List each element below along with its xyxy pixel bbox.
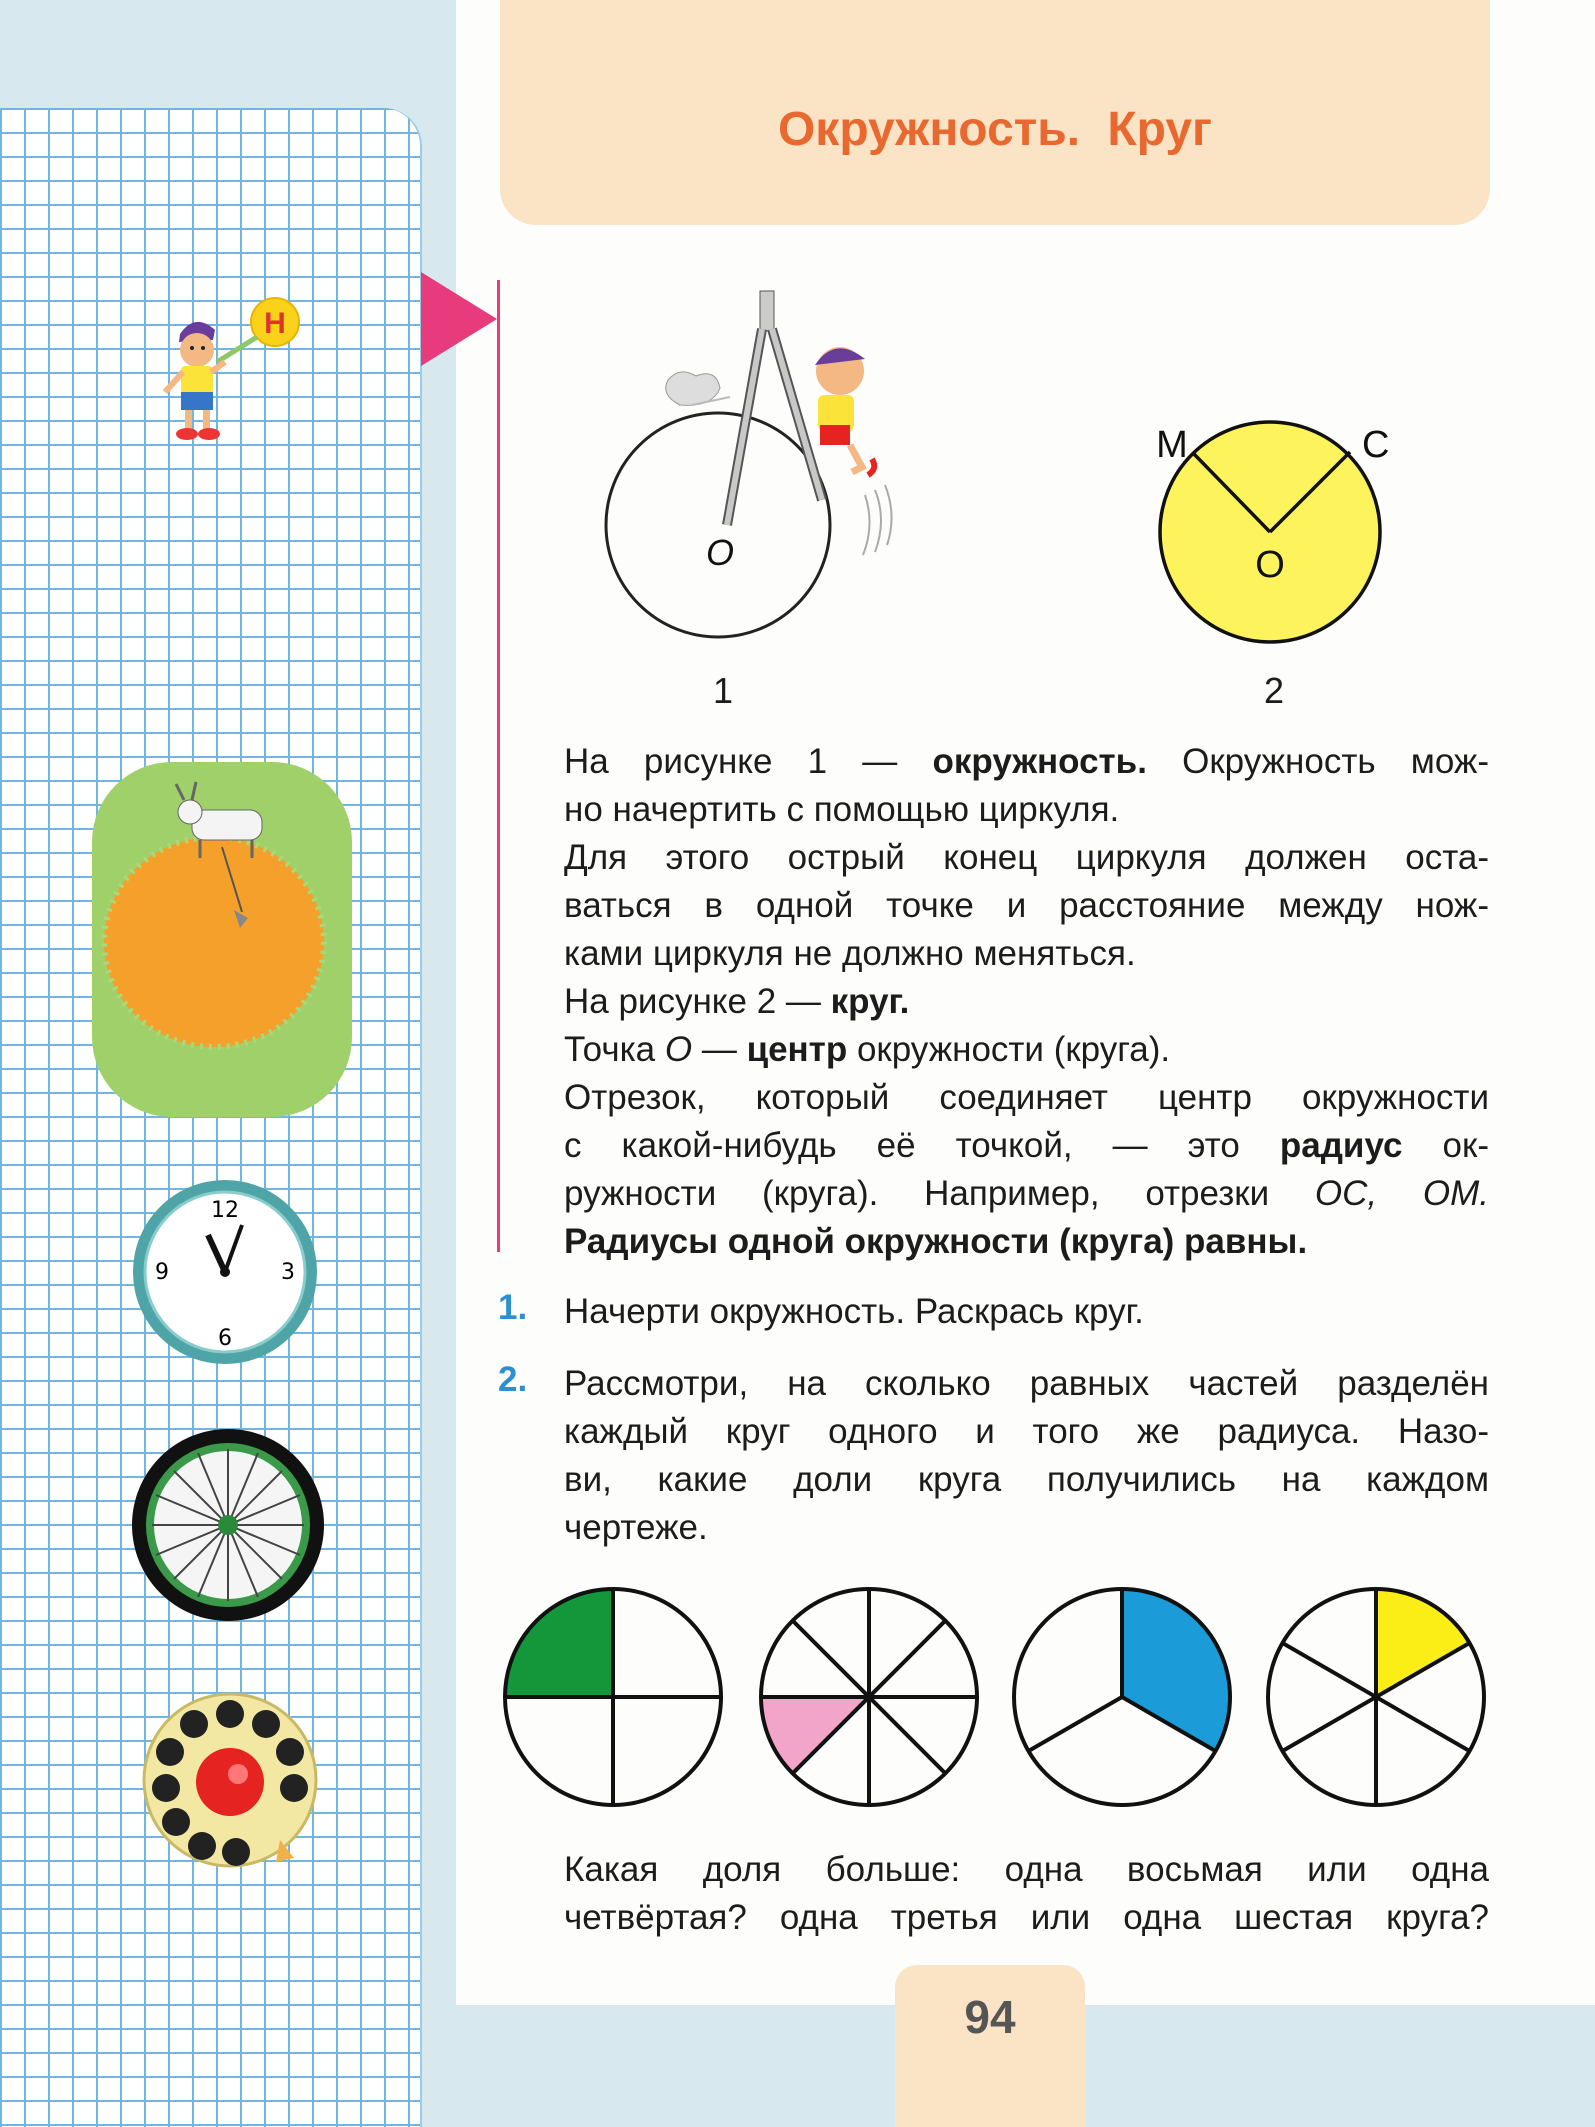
figure-2-circle-radii: [1140, 400, 1400, 660]
paragraph-line: но начертить с помощью циркуля.: [564, 790, 1120, 829]
svg-text:3: 3: [281, 1260, 295, 1285]
figure-2-number: 2: [1264, 670, 1285, 711]
paragraph-line: ками циркуля не должно меняться.: [564, 934, 1136, 973]
paragraph-line: Отрезок, который соединяет центр окружности: [564, 1078, 1489, 1117]
section-marker-icon: [421, 272, 497, 366]
task-text: каждый круг одного и того же радиуса. Назо-: [564, 1412, 1489, 1451]
question-text: Какая доля больше: одна восьмая или одна: [564, 1850, 1489, 1889]
goat-meadow-illustration: [92, 762, 352, 1117]
task-number: 1.: [498, 1288, 528, 1327]
paragraph-line: ружности (круга). Например, отрезки ОС, ОМ.: [564, 1174, 1489, 1213]
fraction-circles: [500, 1585, 1490, 1815]
paragraph-line: с какой-нибудь её точкой, — это радиус ок-: [564, 1126, 1489, 1165]
center-label-o: O: [705, 532, 735, 573]
page-title: Окружность. Круг: [777, 103, 1213, 156]
paragraph-line: На рисунке 2 — круг.: [564, 982, 910, 1021]
point-o-label: O: [1255, 544, 1285, 586]
page-number: 94: [964, 1991, 1016, 2043]
svg-text:6: 6: [218, 1326, 232, 1351]
circle-eighths: [761, 1589, 977, 1805]
task-number: 2.: [498, 1360, 528, 1399]
circle-thirds: [1014, 1589, 1230, 1805]
wall-clock-icon: [130, 1177, 320, 1367]
badge-letter: Н: [264, 307, 286, 340]
svg-text:12: 12: [211, 1198, 239, 1223]
svg-text:9: 9: [155, 1260, 169, 1285]
paragraph-line: На рисунке 1 — окружность. Окружность мож-: [564, 742, 1490, 781]
task-text: Начерти окружность. Раскрась круг.: [564, 1292, 1144, 1331]
task-text: Рассмотри, на сколько равных частей разделён: [564, 1364, 1489, 1403]
boy-character-icon: [145, 292, 310, 452]
paragraph-line: ваться в одной точке и расстояние между нож-: [564, 886, 1489, 925]
rotary-dial-icon: [140, 1690, 320, 1870]
task-text: ви, какие доли круга получились на каждом: [564, 1460, 1489, 1499]
task-text: чертеже.: [564, 1508, 708, 1547]
section-rule: [497, 280, 500, 1252]
point-m-label: M: [1156, 424, 1188, 466]
figure-1-number: 1: [713, 670, 734, 711]
circle-sixths: [1268, 1589, 1484, 1805]
paragraph-line: Для этого острый конец циркуля должен оста-: [564, 838, 1489, 877]
rule-statement: Радиусы одной окружности (круга) равны.: [564, 1222, 1308, 1261]
paragraph-line: Точка O — центр окружности (круга).: [564, 1030, 1171, 1069]
point-c-label: C: [1362, 424, 1390, 466]
figure-1-circle-compass: [600, 285, 900, 675]
bicycle-wheel-icon: [128, 1425, 328, 1625]
question-text: четвёртая? одна третья или одна шестая круга?: [564, 1898, 1489, 1937]
circle-quarters: [505, 1589, 721, 1805]
